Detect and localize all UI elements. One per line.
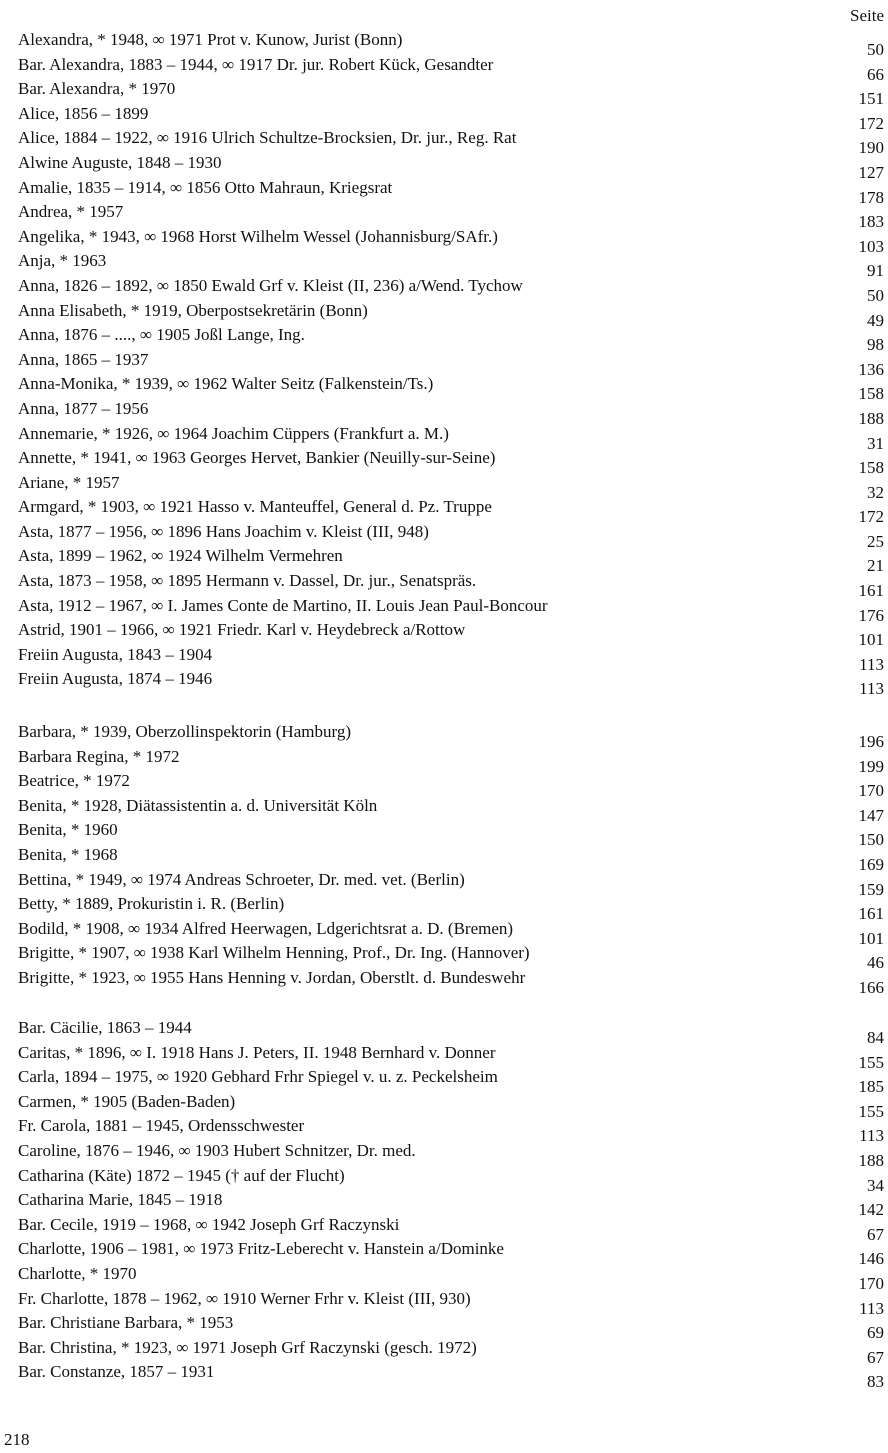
index-entry bbox=[0, 1237, 888, 1269]
entry-name: Carla, 1894 – 1975, ∞ 1920 Gebhard Frhr Spiegel v. u. z. Peckelsheim bbox=[18, 1067, 498, 1087]
entry-name: Freiin Augusta, 1874 – 1946 bbox=[18, 669, 213, 689]
entry-page: 196 bbox=[858, 732, 884, 751]
index-entry bbox=[0, 843, 888, 874]
entry-page: 172 bbox=[858, 113, 884, 133]
index-entry bbox=[0, 1262, 888, 1293]
entry-page: 146 bbox=[858, 1249, 884, 1269]
entry-name: Alexandra, * 1948, ∞ 1971 Prot v. Kunow, Jurist (Bonn) bbox=[18, 30, 403, 49]
entry-page: 91 bbox=[867, 261, 884, 281]
entry-name: Catharina (Käte) 1872 – 1945 († auf der Flucht) bbox=[18, 1165, 345, 1185]
entry-name: Catharina Marie, 1845 – 1918 bbox=[18, 1190, 223, 1210]
entry-name: Alice, 1884 – 1922, ∞ 1916 Ulrich Schultze-Brocksien, Dr. jur., Reg. Rat bbox=[18, 128, 517, 148]
entry-page: 84 bbox=[867, 1028, 884, 1047]
index-entry bbox=[0, 299, 888, 330]
entry-page: 49 bbox=[867, 310, 884, 330]
entry-page: 176 bbox=[858, 605, 884, 625]
index-section-c bbox=[0, 1016, 888, 1392]
index-entry bbox=[0, 274, 888, 305]
entry-page: 113 bbox=[859, 654, 884, 674]
entry-page: 158 bbox=[858, 458, 884, 478]
index-entry bbox=[0, 1090, 888, 1121]
entry-page: 147 bbox=[858, 805, 884, 825]
entry-name: Betty, * 1889, Prokuristin i. R. (Berlin) bbox=[18, 894, 285, 914]
index-entry bbox=[0, 249, 888, 281]
entry-name: Barbara Regina, * 1972 bbox=[18, 746, 180, 766]
index-entry bbox=[0, 544, 888, 576]
entry-name: Anna, 1876 – ...., ∞ 1905 Joßl Lange, Ing. bbox=[18, 325, 305, 345]
entry-name: Bar. Christina, * 1923, ∞ 1971 Joseph Grf Raczynski (gesch. 1972) bbox=[18, 1337, 477, 1357]
entry-page: 113 bbox=[859, 1126, 884, 1146]
index-entry bbox=[0, 1164, 888, 1195]
index-entry bbox=[0, 1016, 888, 1047]
index-entry bbox=[0, 941, 888, 973]
entry-page: 25 bbox=[867, 531, 884, 551]
entry-page: 170 bbox=[858, 781, 884, 801]
index-entry bbox=[0, 794, 888, 825]
entry-page: 98 bbox=[867, 335, 884, 355]
entry-name: Asta, 1899 – 1962, ∞ 1924 Wilhelm Vermehren bbox=[18, 546, 343, 566]
index-entry bbox=[0, 868, 888, 899]
index-entry bbox=[0, 422, 888, 453]
index-entry bbox=[0, 446, 888, 478]
entry-name: Charlotte, 1906 – 1981, ∞ 1973 Fritz-Leberecht v. Hanstein a/Dominke bbox=[18, 1239, 504, 1259]
index-entry bbox=[0, 1188, 888, 1220]
index-section-b bbox=[0, 720, 888, 997]
entry-page: 101 bbox=[858, 928, 884, 948]
index-entry bbox=[0, 917, 888, 948]
index-entry bbox=[0, 1213, 888, 1244]
entry-page: 188 bbox=[858, 1150, 884, 1170]
index-entry bbox=[0, 1360, 888, 1392]
index-entry bbox=[0, 151, 888, 182]
entry-page: 188 bbox=[858, 408, 884, 428]
entry-name: Freiin Augusta, 1843 – 1904 bbox=[18, 644, 213, 664]
entry-page: 172 bbox=[858, 507, 884, 527]
entry-page: 32 bbox=[867, 482, 884, 502]
entry-page: 151 bbox=[858, 89, 884, 109]
index-section-a bbox=[0, 28, 888, 699]
entry-name: Amalie, 1835 – 1914, ∞ 1856 Otto Mahraun, Kriegsrat bbox=[18, 177, 393, 197]
entry-name: Charlotte, * 1970 bbox=[18, 1263, 137, 1283]
entry-page: 155 bbox=[858, 1052, 884, 1072]
entry-page: 142 bbox=[858, 1200, 884, 1220]
entry-page: 69 bbox=[867, 1323, 884, 1343]
entry-page: 178 bbox=[858, 187, 884, 207]
index-entry bbox=[0, 53, 888, 84]
index-entry bbox=[0, 818, 888, 850]
index-entry bbox=[0, 643, 888, 674]
index-entry bbox=[0, 471, 888, 502]
entry-page: 67 bbox=[867, 1224, 884, 1244]
entry-page: 155 bbox=[858, 1101, 884, 1121]
entry-name: Brigitte, * 1923, ∞ 1955 Hans Henning v. Jordan, Oberstlt. d. Bundeswehr bbox=[18, 967, 526, 987]
entry-name: Benita, * 1960 bbox=[18, 820, 118, 840]
entry-name: Bodild, * 1908, ∞ 1934 Alfred Heerwagen, Ldgerichtsrat a. D. (Bremen) bbox=[18, 918, 514, 938]
entry-page: 127 bbox=[858, 162, 884, 182]
entry-page: 158 bbox=[858, 384, 884, 404]
entry-page: 190 bbox=[858, 138, 884, 158]
entry-name: Bar. Alexandra, 1883 – 1944, ∞ 1917 Dr. jur. Robert Kück, Gesandter bbox=[18, 54, 494, 74]
index-entry bbox=[0, 1114, 888, 1146]
entry-name: Asta, 1873 – 1958, ∞ 1895 Hermann v. Dassel, Dr. jur., Senatspräs. bbox=[18, 571, 477, 591]
entry-name: Beatrice, * 1972 bbox=[18, 771, 130, 791]
index-entry bbox=[0, 1311, 888, 1343]
entry-page: 103 bbox=[858, 236, 884, 256]
index-entry bbox=[0, 323, 888, 355]
index-entry bbox=[0, 966, 888, 997]
entry-name: Alice, 1856 – 1899 bbox=[18, 103, 149, 123]
entry-page: 66 bbox=[867, 64, 884, 84]
index-entry bbox=[0, 720, 888, 751]
entry-name: Barbara, * 1939, Oberzollinspektorin (Hamburg) bbox=[18, 722, 351, 741]
index-entry bbox=[0, 1065, 888, 1097]
index-entry bbox=[0, 618, 888, 650]
entry-name: Armgard, * 1903, ∞ 1921 Hasso v. Manteuffel, General d. Pz. Truppe bbox=[18, 497, 492, 517]
entry-name: Anna, 1877 – 1956 bbox=[18, 398, 149, 418]
entry-name: Bar. Christiane Barbara, * 1953 bbox=[18, 1313, 234, 1333]
index-entry bbox=[0, 569, 888, 601]
entry-name: Anna, 1865 – 1937 bbox=[18, 349, 149, 369]
entry-name: Benita, * 1968 bbox=[18, 844, 118, 864]
entry-page: 183 bbox=[858, 212, 884, 232]
entry-name: Asta, 1877 – 1956, ∞ 1896 Hans Joachim v. Kleist (III, 948) bbox=[18, 521, 429, 541]
entry-name: Anna-Monika, * 1939, ∞ 1962 Walter Seitz (Falkenstein/Ts.) bbox=[18, 374, 434, 394]
page-number: 218 bbox=[4, 1430, 30, 1449]
index-entry bbox=[0, 1336, 888, 1367]
entry-page: 50 bbox=[867, 40, 884, 59]
index-entry bbox=[0, 520, 888, 551]
entry-page: 50 bbox=[867, 285, 884, 305]
entry-page: 159 bbox=[858, 879, 884, 899]
index-entry bbox=[0, 769, 888, 801]
index-entry bbox=[0, 667, 888, 699]
index-entry bbox=[0, 348, 888, 379]
entry-page: 46 bbox=[867, 953, 884, 973]
entry-page: 170 bbox=[858, 1273, 884, 1293]
entry-name: Ariane, * 1957 bbox=[18, 472, 120, 492]
entry-name: Annemarie, * 1926, ∞ 1964 Joachim Cüppers (Frankfurt a. M.) bbox=[18, 423, 449, 443]
entry-page: 67 bbox=[867, 1347, 884, 1367]
entry-page: 150 bbox=[858, 830, 884, 850]
entry-name: Annette, * 1941, ∞ 1963 Georges Hervet, Bankier (Neuilly-sur-Seine) bbox=[18, 448, 496, 468]
entry-page: 101 bbox=[858, 630, 884, 650]
entry-name: Caroline, 1876 – 1946, ∞ 1903 Hubert Schnitzer, Dr. med. bbox=[18, 1140, 416, 1160]
entry-name: Bar. Alexandra, * 1970 bbox=[18, 79, 176, 99]
entry-name: Fr. Carola, 1881 – 1945, Ordensschwester bbox=[18, 1116, 305, 1136]
index-entry bbox=[0, 225, 888, 256]
index-entry bbox=[0, 1139, 888, 1170]
entry-name: Angelika, * 1943, ∞ 1968 Horst Wilhelm Wessel (Johannisburg/SAfr.) bbox=[18, 226, 498, 246]
index-entry bbox=[0, 126, 888, 158]
entry-name: Brigitte, * 1907, ∞ 1938 Karl Wilhelm Henning, Prof., Dr. Ing. (Hannover) bbox=[18, 943, 530, 963]
entry-page: 31 bbox=[867, 433, 884, 453]
entry-page: 161 bbox=[858, 581, 884, 601]
index-entry bbox=[0, 745, 888, 776]
index-entry bbox=[0, 200, 888, 232]
index-entry bbox=[0, 1041, 888, 1072]
entry-name: Bar. Constanze, 1857 – 1931 bbox=[18, 1362, 215, 1382]
entry-page: 113 bbox=[859, 1298, 884, 1318]
entry-name: Anja, * 1963 bbox=[18, 251, 107, 271]
entry-name: Andrea, * 1957 bbox=[18, 202, 124, 222]
entry-name: Benita, * 1928, Diätassistentin a. d. Universität Köln bbox=[18, 795, 378, 815]
index-entry bbox=[0, 176, 888, 207]
entry-page: 34 bbox=[867, 1175, 884, 1195]
entry-page: 185 bbox=[858, 1077, 884, 1097]
index-entry bbox=[0, 1287, 888, 1318]
index-entry bbox=[0, 397, 888, 428]
index-entry bbox=[0, 28, 888, 59]
index-entry bbox=[0, 594, 888, 625]
entry-name: Bettina, * 1949, ∞ 1974 Andreas Schroeter, Dr. med. vet. (Berlin) bbox=[18, 869, 465, 889]
entry-page: 136 bbox=[858, 359, 884, 379]
index-entry bbox=[0, 892, 888, 924]
index-entry bbox=[0, 372, 888, 404]
index-entry bbox=[0, 102, 888, 133]
page-column-header: Seite bbox=[850, 6, 884, 25]
entry-page: 199 bbox=[858, 756, 884, 776]
entry-name: Caritas, * 1896, ∞ I. 1918 Hans J. Peters, II. 1948 Bernhard v. Donner bbox=[18, 1042, 496, 1062]
entry-name: Bar. Cecile, 1919 – 1968, ∞ 1942 Joseph Grf Raczynski bbox=[18, 1214, 400, 1234]
entry-name: Bar. Cäcilie, 1863 – 1944 bbox=[18, 1018, 192, 1037]
entry-page: 169 bbox=[858, 854, 884, 874]
entry-page: 113 bbox=[859, 679, 884, 699]
entry-page: 166 bbox=[858, 977, 884, 997]
entry-name: Astrid, 1901 – 1966, ∞ 1921 Friedr. Karl v. Heydebreck a/Rottow bbox=[18, 620, 466, 640]
entry-page: 161 bbox=[858, 904, 884, 924]
entry-name: Alwine Auguste, 1848 – 1930 bbox=[18, 152, 222, 172]
entry-name: Fr. Charlotte, 1878 – 1962, ∞ 1910 Werner Frhr v. Kleist (III, 930) bbox=[18, 1288, 471, 1308]
index-entry bbox=[0, 495, 888, 527]
entry-name: Anna Elisabeth, * 1919, Oberpostsekretärin (Bonn) bbox=[18, 300, 368, 320]
index-entry bbox=[0, 77, 888, 109]
entry-page: 21 bbox=[867, 556, 884, 576]
entry-name: Anna, 1826 – 1892, ∞ 1850 Ewald Grf v. Kleist (II, 236) a/Wend. Tychow bbox=[18, 275, 523, 295]
entry-page: 83 bbox=[867, 1372, 884, 1392]
entry-name: Carmen, * 1905 (Baden-Baden) bbox=[18, 1091, 236, 1111]
entry-name: Asta, 1912 – 1967, ∞ I. James Conte de Martino, II. Louis Jean Paul-Boncour bbox=[18, 595, 548, 615]
